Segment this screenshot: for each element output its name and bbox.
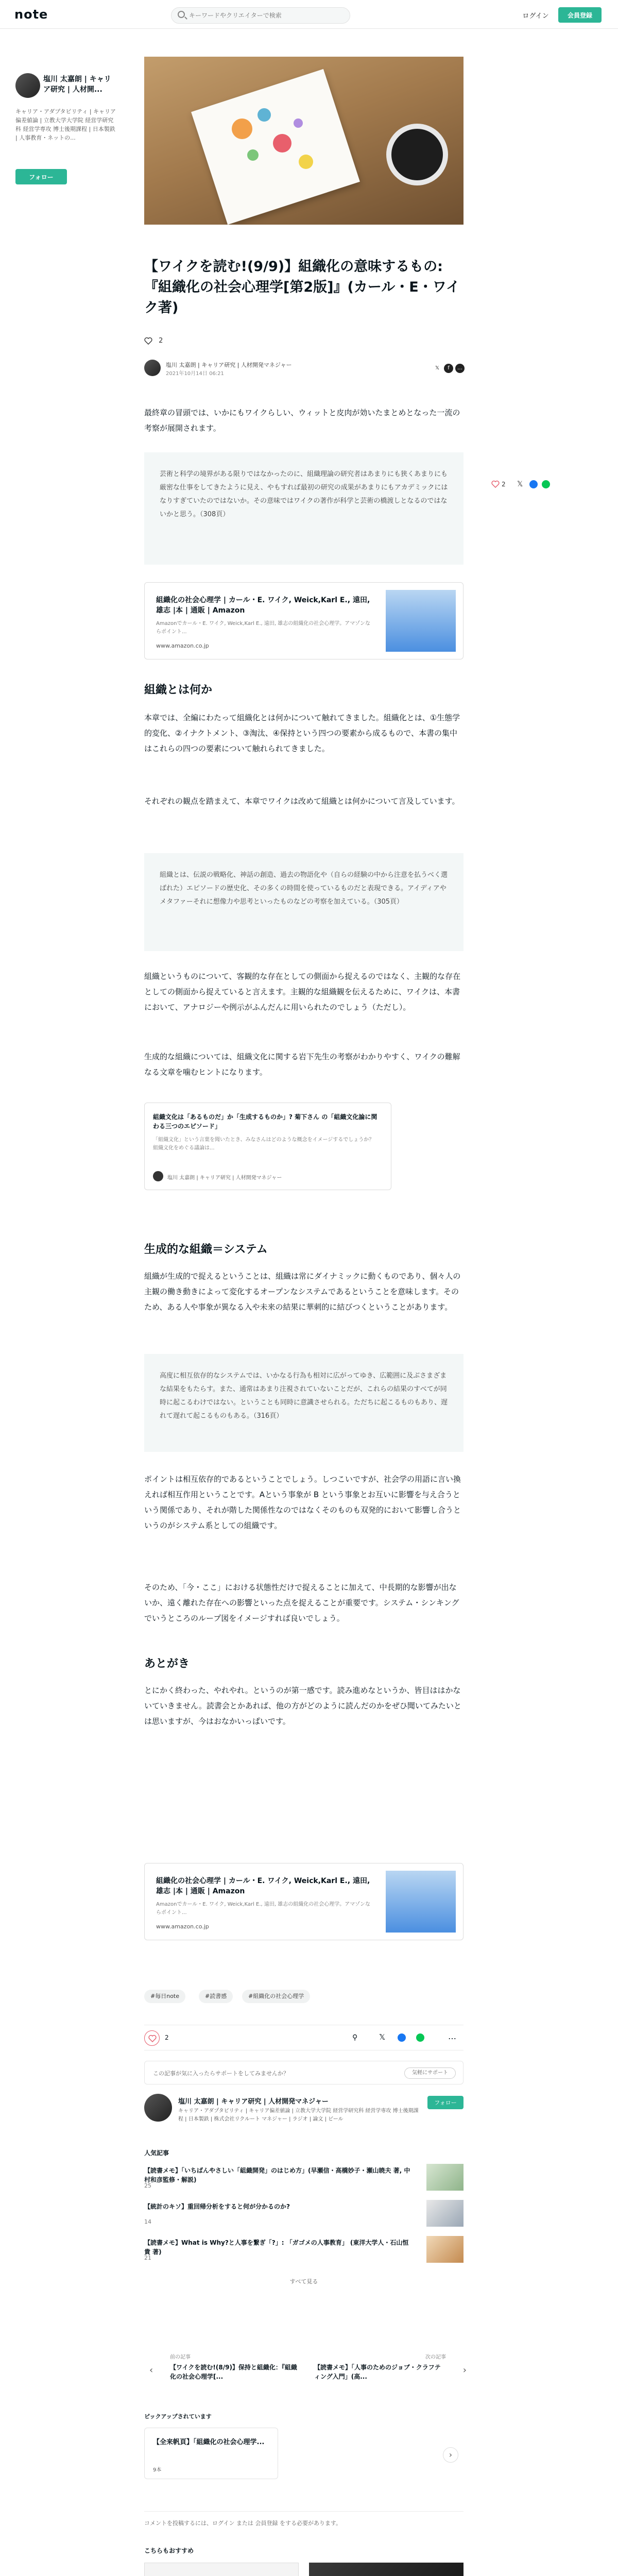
popular-item[interactable] xyxy=(144,2164,464,2195)
more-share-icon[interactable]: … xyxy=(455,364,465,373)
heading-system: 生成的な組織＝システム xyxy=(144,1243,268,1256)
heading-organization: 組織とは何か xyxy=(144,684,213,697)
author-name[interactable]: 塩川 太嘉朗 | キャリア研究 | 人材開... xyxy=(43,75,111,94)
amazon-embed-card-2[interactable] xyxy=(144,1863,464,1940)
site-header xyxy=(0,0,618,29)
popular-item-likes: 14 xyxy=(144,2218,151,2225)
floating-line-icon[interactable] xyxy=(542,480,550,488)
see-all-link[interactable]: すべて見る xyxy=(289,2278,318,2285)
popular-item-thumbnail xyxy=(426,2164,464,2191)
book-cover-image xyxy=(386,590,456,652)
like-count: 2 xyxy=(165,2034,169,2041)
paragraph-2: 本章では、全編にわたって組織化とは何かについて触れてきました。組織化とは、①生態学的変化、②イナクトメント、③淘汰、④保持という四つの要素から成るもので、本書の集中はこれらの四つの要素について触れられてきました。 xyxy=(144,713,460,753)
paragraph-7: ポイントは相互依存的であるということでしょう。しつこいですが、社会学の用語に言い換えれば相互作用ということです。Aという事象が B という事象とお互いに影響を与え合うという関係であり、それが階した関係性なのではなくそのものも双発的において影響し合うというのがシステム系としての組織です。 xyxy=(144,1475,461,1530)
pickup-heading: ピックアップされています xyxy=(144,2413,212,2420)
note-embed-avatar xyxy=(153,1171,163,1181)
floating-like-count: 2 xyxy=(502,481,506,488)
hashtag-chip[interactable]: #読書感 xyxy=(199,1990,233,2003)
popular-item[interactable] xyxy=(144,2236,464,2267)
next-label: 次の記事 xyxy=(425,2354,446,2360)
byline-name[interactable]: 塩川 太嘉朗 | キャリア研究 | 人材開発マネジャー xyxy=(166,362,292,368)
coffee-cup xyxy=(386,124,448,185)
x-share-icon[interactable]: 𝕏 xyxy=(433,364,442,373)
support-button[interactable]: 気軽にサポート xyxy=(404,2067,456,2079)
popular-heading: 人気記事 xyxy=(144,2149,169,2157)
paragraph-6: 組織が生成的で捉えるということは、組織は常にダイナミックに動くものであり、個々人の主観の働き動きによって変化するオープンなシステムであるということを意味します。そのため、ある人や事象が異なる入や未来の結果に華刺的に結びつくということがあります。 xyxy=(144,1272,461,1312)
article-title: 【ワイクを読む!(9/9)】組織化の意味するもの:『組織化の社会心理学[第2版]』(カール・E・ワイク著) xyxy=(144,259,460,316)
blockquote-2: 組織とは、伝説の戦略化、神話の創造、過去の物語化や（自らの経験の中から注意を払うべく選ばれた）エピソードの歴史化、その多くの時間を使っているものだと表現できる。アイディアやメタファーそれに想像力や思考といったものなどの考察を加えている。（305頁） xyxy=(144,853,464,951)
embed-url: www.amazon.co.jp xyxy=(156,1923,209,1930)
search-input[interactable] xyxy=(189,11,344,20)
recommend-thumbnail xyxy=(144,2563,299,2576)
embed-desc: Amazonでカール・E. ワイク, Weick,Karl E., 遠田, 雄志の組織化の社会心理学。アマゾンならポイント... xyxy=(156,1902,370,1916)
popular-item-likes: 21 xyxy=(144,2255,151,2261)
profile-avatar[interactable] xyxy=(144,2094,172,2122)
prev-article-link[interactable] xyxy=(149,2352,302,2389)
magazine-add-icon[interactable]: ⚲ xyxy=(352,2033,358,2042)
popular-item-title: 【読書メモ】「いちばんやさしい「組織開発」のはじめ方」(早瀬信・高橋妙子・瀬山暁夫 著, 中村和彦監修・解説) xyxy=(144,2167,410,2183)
pickup-card[interactable] xyxy=(144,2428,278,2479)
search-icon xyxy=(178,11,185,18)
next-title: 【読書メモ】「人事のためのジョブ・クラフティング入門」(高... xyxy=(314,2364,441,2380)
popular-item-title: 【統計のキソ】重回帰分析をすると何が分かるのか? xyxy=(144,2203,290,2210)
note-embed-author: 塩川 太嘉朗 | キャリア研究 | 人材開発マネジャー xyxy=(167,1175,282,1181)
note-logo[interactable]: note xyxy=(14,7,48,22)
support-text: この記事が気に入ったらサポートをしてみませんか？ xyxy=(153,2070,289,2077)
facebook-share-icon[interactable] xyxy=(398,2033,406,2042)
profile-bio: キャリア・アダプタビリティ | キャリア偏差値論 | 立教大学大学院 経営学研究科 経営学専攻 博士後期課程 | 日本製鉄 | 株式会社リクルート マネジャー | ラジオ | 論文 | ビール xyxy=(178,2108,419,2122)
publish-date: 2021年10月14日 06:21 xyxy=(166,371,224,377)
line-share-icon[interactable] xyxy=(416,2033,424,2042)
embed-title: 組織化の社会心理学 | カール・E. ワイク, Weick,Karl E., 遠田, 雄志 |本 | 通販 | Amazon xyxy=(156,1877,370,1895)
paragraph-8: そのため、「今・ここ」における状態性だけで捉えることに加えて、中長期的な影響が出ないか、遠く離れた存在への影響といった点を捉えることが重要です。システム・シンキングでいうところのループ図をイメージすれば良いでしょう。 xyxy=(144,1583,459,1623)
comment-login-prompt: コメントを投稿するには、ログイン または 会員登録 をする必要があります。 xyxy=(144,2511,464,2532)
embed-url: www.amazon.co.jp xyxy=(156,642,209,649)
popular-item-title: 【読書メモ】What is Why?と人事を繋ぎ「?」: 「ガゴメの人事教育」 (東洋大学人・石山恒貴 著) xyxy=(144,2239,409,2256)
floating-like-icon[interactable] xyxy=(491,480,500,490)
facebook-share-icon[interactable]: f xyxy=(444,364,453,373)
blockquote-1: 芸術と科学の境界がある限りではなかったのに、組織理論の研究者はあまりにも狭くあまりにも厳密な仕事をしてきたように見え、やもすれば最初の研究の成果があまりにもアカデミックにはなりすぎていたのではないか。その意味ではワイクの著作が科学と芸術の橋渡しとなるのではないかと思う。（308頁） xyxy=(144,452,464,565)
paragraph-1: 最終章の冒頭では、いかにもワイクらしい、ウィットと皮肉が効いたまとめとなった一流の考察が展開されます。 xyxy=(144,408,460,433)
hashtag-chip[interactable]: #毎日note xyxy=(144,1990,185,2003)
prev-title: 【ワイクを読む!(8/9)】保持と組織化：『組織化の社会心理学[... xyxy=(170,2364,297,2380)
like-button[interactable] xyxy=(144,2030,160,2046)
recommend-thumbnail xyxy=(309,2563,464,2576)
blockquote-3: 高度に相互依存的なシステムでは、いかなる行為も相対に広がってゆき、広範囲に及ぶさまざまな結果をもたらす。また、通常はあまり注視されていないことだが、これらの結果のすべてが同時に起こるわけではない。ということも同時に意識させられる。ただちに起こるものもあり、遅れて遅れて起こるものもある。（316頁） xyxy=(144,1354,464,1452)
next-article-link[interactable] xyxy=(314,2352,467,2389)
more-icon[interactable]: … xyxy=(448,2031,456,2041)
floating-x-icon[interactable]: 𝕏 xyxy=(517,480,523,488)
paragraph-5: 生成的な組織については、組織文化に関する岩下先生の考察がわかりやすく、ワイクの難解なる文章を噛むヒントになります。 xyxy=(144,1052,460,1077)
x-share-icon[interactable]: 𝕏 xyxy=(379,2032,386,2042)
floating-facebook-icon[interactable] xyxy=(529,480,538,488)
support-box xyxy=(144,2061,464,2084)
paragraph-9: とにかく終わった、やれやれ。というのが第一感です。読み進めなというか、皆目ははかないていきません。読書会とかあれば、他の方がどのように読んだのかをぜひ聞いてみたいとは思いますが、今はおなかいっぱいです。 xyxy=(144,1686,461,1726)
chevron-right-icon: › xyxy=(462,2365,467,2376)
prev-label: 前の記事 xyxy=(170,2354,191,2360)
recommend-heading: こちらもおすすめ xyxy=(144,2547,194,2554)
login-button[interactable]: ログイン xyxy=(519,8,552,22)
popular-item-thumbnail xyxy=(426,2236,464,2263)
signup-button[interactable]: 会員登録 xyxy=(558,7,602,23)
chevron-left-icon: ‹ xyxy=(149,2365,153,2376)
amazon-embed-card-1[interactable] xyxy=(144,582,464,659)
heading-afterword: あとがき xyxy=(144,1657,190,1670)
pickup-count: 9本 xyxy=(153,2467,162,2473)
pickup-title: 【全来帆頁】「組織化の社会心理学... xyxy=(153,2438,265,2446)
author-avatar[interactable] xyxy=(15,73,40,98)
profile-name[interactable]: 塩川 太嘉朗 | キャリア研究 | 人材開発マネジャー xyxy=(178,2098,329,2106)
book-cover-image xyxy=(386,1871,456,1933)
note-embed-title: 組織文化は「あるものだ」か「生成するものか」? 菊下さん の「組織文化論に関わる三つのエピソード」 xyxy=(153,1113,377,1130)
carousel-next-button[interactable]: › xyxy=(443,2447,458,2463)
byline-avatar[interactable] xyxy=(144,360,161,376)
popular-item-thumbnail xyxy=(426,2200,464,2227)
paragraph-3: それぞれの観点を踏まえて、本章でワイクは改めて組織とは何かについて言及しています。 xyxy=(144,796,460,806)
search-box[interactable] xyxy=(171,7,350,24)
author-bio: キャリア・アダプタビリティ | キャリア偏差値論 | 立教大学大学院 経営学研究科 経営学専攻 博士後期課程 | 日本製鉄 | 人事教育・ネットの... xyxy=(15,108,116,141)
heart-icon xyxy=(145,2031,160,2046)
follow-button[interactable]: フォロー xyxy=(15,169,67,184)
embed-title: 組織化の社会心理学 | カール・E. ワイク, Weick,Karl E., 遠田, 雄志 |本 | 通販 | Amazon xyxy=(156,596,370,615)
hashtag-chip[interactable]: #組織化の社会心理学 xyxy=(242,1990,310,2003)
popular-item[interactable] xyxy=(144,2200,464,2231)
like-row xyxy=(144,337,464,347)
note-embed-desc: 「組織文化」という言葉を聞いたとき、みなさんはどのような概念をイメージするでしょうか？ 組織文化をめぐる議論は... xyxy=(153,1137,374,1151)
profile-follow-button[interactable]: フォロー xyxy=(427,2096,464,2109)
popular-item-likes: 25 xyxy=(144,2182,151,2189)
article-hero-image xyxy=(144,57,464,225)
paragraph-4: 組織というものについて、客観的な存在としての側面から捉えるのではなく、主観的な存在としての側面から捉えていると言えます。主観的な組織観を伝えるために、ワイクは、本書において、アナロジーや例示がふんだんに用いられたのでしょう（ただし）。 xyxy=(144,972,461,1012)
heart-icon[interactable] xyxy=(144,337,152,345)
like-count: 2 xyxy=(159,337,163,345)
note-embed-card[interactable] xyxy=(144,1103,391,1190)
article-action-bar xyxy=(144,2025,464,2050)
embed-desc: Amazonでカール・E. ワイク, Weick,Karl E., 遠田, 雄志の組織化の社会心理学。アマゾンならポイント... xyxy=(156,621,370,635)
